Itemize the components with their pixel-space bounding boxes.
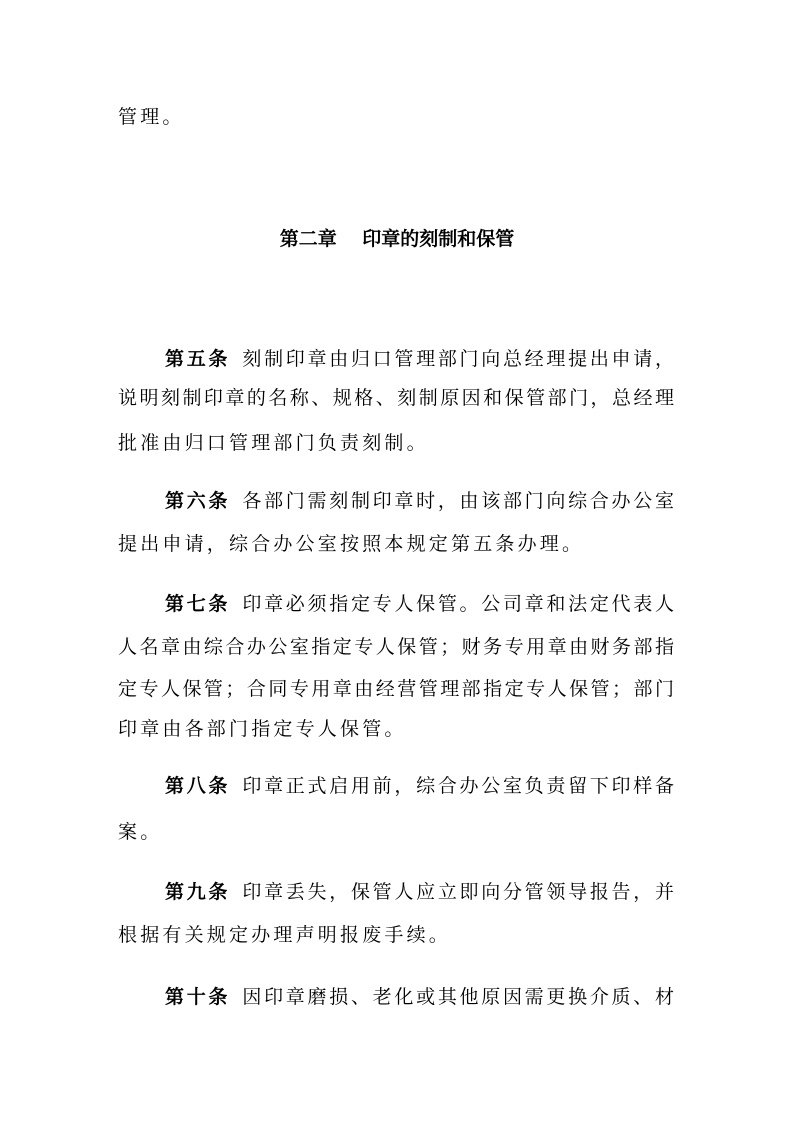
article-8-first-line <box>165 773 674 799</box>
article-10-label: 第十条 <box>165 986 231 1008</box>
article-5-label: 第五条 <box>165 348 231 370</box>
article-9-line: 根据有关规定办理声明报废手续。 <box>118 924 452 946</box>
article-10-first-line <box>165 984 674 1010</box>
article-8-label: 第八条 <box>165 775 231 797</box>
article-6-first-line <box>165 488 674 514</box>
article-7-label: 第七条 <box>165 593 231 615</box>
article-6-label: 第六条 <box>165 490 231 512</box>
article-5-line: 说明刻制印章的名称、规格、刻制原因和保管部门，总经理 <box>118 387 674 409</box>
article-6-line: 提出申请，综合办公室按照本规定第五条办理。 <box>118 533 585 555</box>
article-10-text: 因印章磨损、老化或其他原因需更换介质、材 <box>239 986 674 1008</box>
article-9-label: 第九条 <box>165 881 231 903</box>
article-9-text: 印章丢失，保管人应立即向分管领导报告，并 <box>239 881 674 903</box>
chapter-title: 第二章 印章的刻制和保管 <box>279 228 515 250</box>
article-7-line: 定专人保管；合同专用章由经营管理部指定专人保管；部门 <box>118 678 674 700</box>
article-8-text: 印章正式启用前，综合办公室负责留下印样备 <box>239 775 674 797</box>
article-5-first-line <box>165 346 674 372</box>
article-9-first-line <box>165 879 674 905</box>
article-5-text: 刻制印章由归口管理部门向总经理提出申请， <box>239 348 674 370</box>
article-7-first-line <box>165 591 674 617</box>
article-7-line: 人名章由综合办公室指定专人保管；财务专用章由财务部指 <box>118 636 674 658</box>
article-8-line: 案。 <box>118 821 163 843</box>
previous-section-tail: 管理。 <box>118 106 185 128</box>
article-6-text: 各部门需刻制印章时，由该部门向综合办公室 <box>239 490 674 512</box>
article-5-line: 批准由归口管理部门负责刻制。 <box>118 432 429 454</box>
article-7-text: 印章必须指定专人保管。公司章和法定代表人 <box>239 593 674 615</box>
article-7-line: 印章由各部门指定专人保管。 <box>118 718 407 740</box>
